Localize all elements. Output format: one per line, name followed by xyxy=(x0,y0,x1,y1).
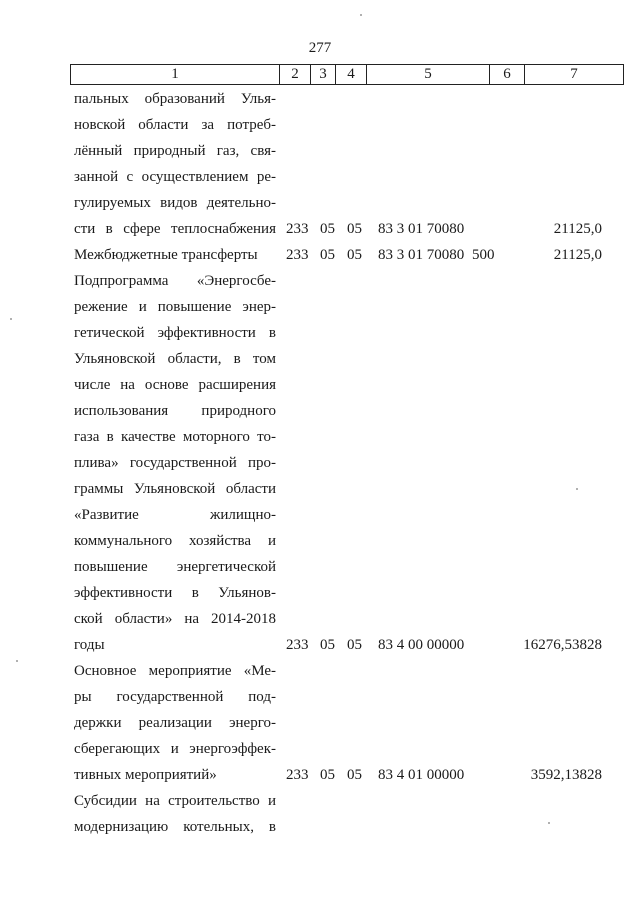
cell-subsection: 05 xyxy=(347,637,362,653)
description-line: сберегающих и энергоэффек- xyxy=(74,741,276,757)
cell-section: 05 xyxy=(320,247,335,263)
cell-section: 05 xyxy=(320,637,335,653)
description-line: гетической эффективности в xyxy=(74,325,276,341)
description-line: Ульяновской области, в том xyxy=(74,351,276,367)
cell-amount: 16276,53828 xyxy=(523,637,602,653)
description-line: сти в сфере теплоснабжения xyxy=(74,221,276,237)
description-line: коммунального хозяйства и xyxy=(74,533,276,549)
description-line: пальных образований Улья- xyxy=(74,91,276,107)
cell-expense-type: 500 xyxy=(472,247,495,263)
description-line: Основное мероприятие «Ме- xyxy=(74,663,276,679)
column-header-4: 4 xyxy=(336,65,367,85)
description-line: числе на основе расширения xyxy=(74,377,276,393)
description-line: повышение энергетической xyxy=(74,559,276,575)
description-line: «Развитие жилищно- xyxy=(74,507,276,523)
column-header-2: 2 xyxy=(280,65,311,85)
description-line: ры государственной под- xyxy=(74,689,276,705)
cell-admin-code: 233 xyxy=(286,221,309,237)
page-number: 277 xyxy=(308,40,332,56)
scan-speck xyxy=(360,14,362,16)
cell-amount: 3592,13828 xyxy=(530,767,602,783)
column-header-6: 6 xyxy=(490,65,525,85)
description-line: ской области» на 2014-2018 xyxy=(74,611,276,627)
cell-target-article: 83 3 01 70080 xyxy=(378,247,465,263)
description-line: занной с осуществлением ре- xyxy=(74,169,276,185)
description-line: тивных мероприятий» xyxy=(74,767,217,783)
description-line: Подпрограмма «Энергосбе- xyxy=(74,273,276,289)
cell-target-article: 83 3 01 70080 xyxy=(378,221,465,237)
cell-section: 05 xyxy=(320,221,335,237)
cell-admin-code: 233 xyxy=(286,637,309,653)
column-header-5: 5 xyxy=(367,65,490,85)
row-description xyxy=(74,242,276,268)
description-line: модернизацию котельных, в xyxy=(74,819,276,835)
cell-subsection: 05 xyxy=(347,221,362,237)
description-line: новской области за потреб- xyxy=(74,117,276,133)
cell-subsection: 05 xyxy=(347,247,362,263)
description-line: газа в качестве моторного то- xyxy=(74,429,276,445)
cell-admin-code: 233 xyxy=(286,247,309,263)
description-line: держки реализации энерго- xyxy=(74,715,276,731)
description-line: гулируемых видов деятельно- xyxy=(74,195,276,211)
scan-speck xyxy=(10,318,12,320)
cell-target-article: 83 4 00 00000 xyxy=(378,637,465,653)
cell-admin-code: 233 xyxy=(286,767,309,783)
cell-target-article: 83 4 01 00000 xyxy=(378,767,465,783)
row-description xyxy=(74,788,276,840)
description-line: плива» государственной про- xyxy=(74,455,276,471)
row-description xyxy=(74,86,276,242)
row-description xyxy=(74,268,276,658)
cell-amount: 21125,0 xyxy=(553,247,602,263)
description-line: граммы Ульяновской области xyxy=(74,481,276,497)
description-line: использования природного xyxy=(74,403,276,419)
column-header-7: 7 xyxy=(525,65,624,85)
column-header-3: 3 xyxy=(311,65,336,85)
description-line: годы xyxy=(74,637,105,653)
description-line: Межбюджетные трансферты xyxy=(74,247,258,263)
description-line: эффективности в Ульянов- xyxy=(74,585,276,601)
description-line: режение и повышение энер- xyxy=(74,299,276,315)
description-line: Субсидии на строительство и xyxy=(74,793,276,809)
scan-speck xyxy=(16,660,18,662)
scan-speck xyxy=(576,488,578,490)
column-header-1: 1 xyxy=(71,65,280,85)
description-line: лённый природный газ, свя- xyxy=(74,143,276,159)
cell-amount: 21125,0 xyxy=(553,221,602,237)
scan-speck xyxy=(548,822,550,824)
cell-subsection: 05 xyxy=(347,767,362,783)
cell-section: 05 xyxy=(320,767,335,783)
row-description xyxy=(74,658,276,788)
